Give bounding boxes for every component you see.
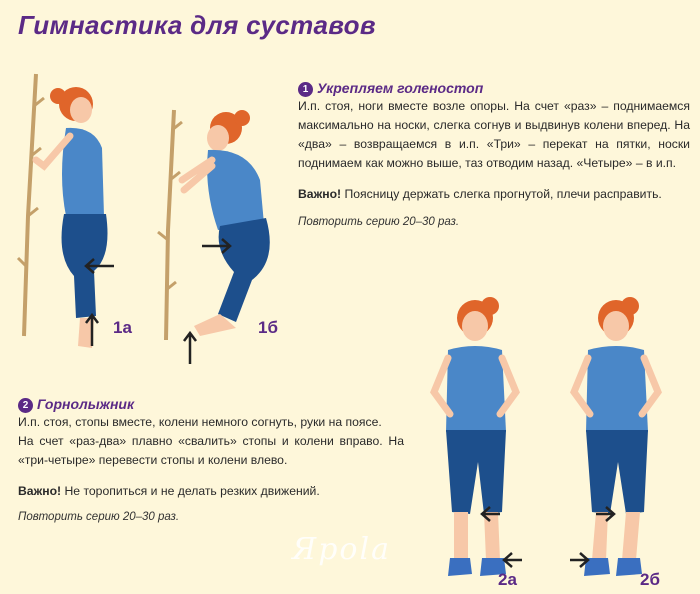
figure-1a-label: 1а [113,318,132,337]
figure-2b-label: 2б [640,570,660,589]
section-2-number: 2 [18,398,33,413]
figure-1b-label: 1б [258,318,278,337]
figure-2b-illustration [556,292,676,590]
section-1-number: 1 [298,82,313,97]
section-ankle [298,80,690,228]
important-label: Важно! [18,484,62,498]
watermark: Ярola [292,532,391,567]
section-2-text-2: На счет «раз-два» плавно «свалить» стопы и колени вправо. На «три-четыре» перевести стопы и колени влево. [18,434,404,467]
section-1-repeat: Повторить серию 20–30 раз. [298,216,460,228]
section-skier [18,396,404,523]
section-2-heading [18,396,404,413]
section-1-important [298,185,690,204]
important-text: Не торопиться и не делать резких движений. [61,484,320,498]
figure-2a-label: 2а [498,570,517,589]
section-1-title: Укрепляем голеностоп [317,80,484,96]
page-title: Гимнастика для суставов [18,10,376,40]
up-arrow-icon [182,330,198,366]
section-1-heading [298,80,690,97]
section-2-title: Горнолыжник [37,396,135,412]
figure-2a-illustration [420,292,530,590]
section-2-text-1: И.п. стоя, стопы вместе, колени немного согнуть, руки на поясе. [18,415,382,429]
section-1-text: И.п. стоя, ноги вместе возле опоры. На счет «раз» – поднимаемся максимально на носки, слегка согнув и выдвинув колени вперед. На «два» – возвращаемся в и.п. «Три» – перекат на пятки, носки поднимаем как можно выше, таз отводим назад. «Четыре» – в и.п. [298,99,690,170]
up-arrow-icon [84,312,100,348]
section-2-important [18,482,404,501]
important-label: Важно! [298,187,342,201]
important-text: Поясницу держать слегка прогнутой, плечи расправить. [341,187,662,201]
section-2-repeat: Повторить серию 20–30 раз. [18,511,180,523]
figure-1a-illustration [14,66,124,356]
